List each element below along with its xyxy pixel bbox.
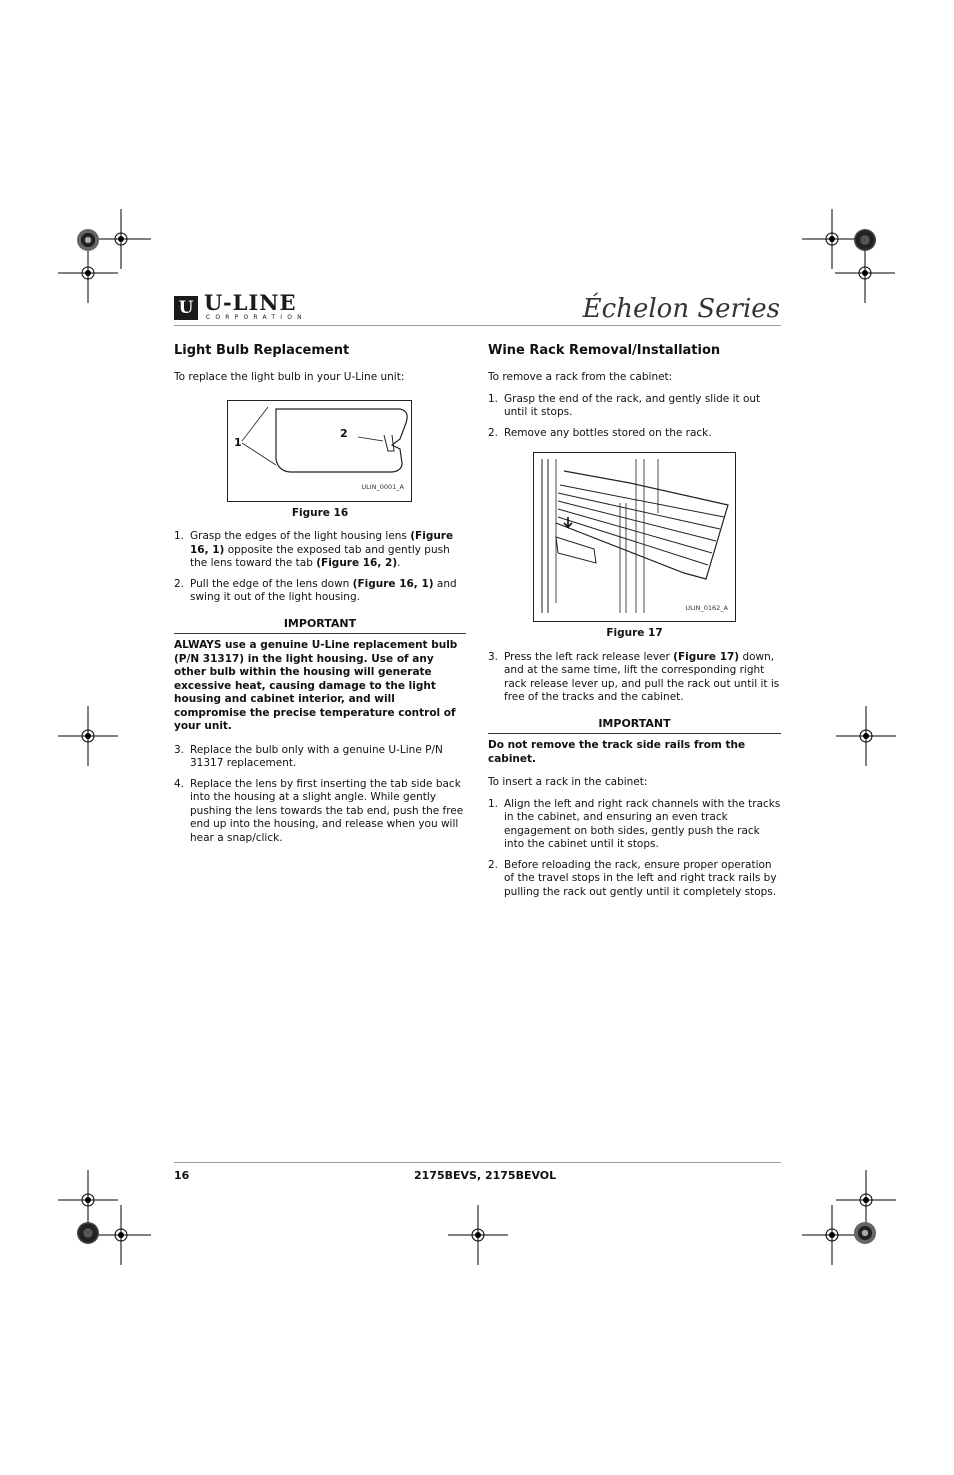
insert-intro: To insert a rack in the cabinet: <box>488 776 648 788</box>
list-item <box>488 798 781 852</box>
important-divider <box>174 633 466 634</box>
step-text: Align the left and right rack channels with the tracks in the cabinet, and ensuring an even track engagement on both sides, gently push the rack into the cabinet until it stops. <box>504 797 781 850</box>
step-text: Before reloading the rack, ensure proper operation of the travel stops in the left and right track rails by pulling the rack out gently until it completely stops. <box>504 858 777 898</box>
color-rosette-icon <box>854 229 876 251</box>
figure-caption: Figure 17 <box>606 627 663 639</box>
footer-divider <box>174 1162 781 1163</box>
logo-subtitle: CORPORATION <box>206 314 307 321</box>
important-warning: Do not remove the track side rails from the cabinet. <box>488 739 746 765</box>
step-text: Grasp the edges of the light housing lens <box>190 530 411 542</box>
figure-17 <box>533 452 736 622</box>
registration-mark-icon <box>448 1205 508 1265</box>
list-item <box>174 530 466 571</box>
color-rosette-icon <box>77 1222 99 1244</box>
registration-mark-icon <box>836 706 896 766</box>
step-text: Replace the bulb only with a genuine U-Line P/N 31317 replacement. <box>190 743 443 769</box>
list-item <box>174 778 466 846</box>
list-item <box>488 393 781 420</box>
color-rosette-icon <box>77 229 99 251</box>
wine-rack-illustration <box>534 453 735 621</box>
step-number: 2. <box>488 426 499 439</box>
figure-reference: (Figure 16, 2) <box>316 557 398 569</box>
figure-reference: (Figure 17) <box>673 650 740 663</box>
step-text: and swing it out of the light housing. <box>190 577 457 603</box>
important-heading: IMPORTANT <box>283 616 357 630</box>
right-column <box>488 343 781 907</box>
left-column <box>174 343 466 853</box>
section-heading-light-bulb: Light Bulb Replacement <box>174 343 350 358</box>
series-title: Échelon Series <box>582 294 780 324</box>
step-number: 1. <box>488 392 499 405</box>
figure-reference: (Figure 16, 1) <box>352 577 434 590</box>
step-number: 4. <box>174 777 185 790</box>
callout-1: 1 <box>234 435 242 449</box>
light-bulb-intro: To replace the light bulb in your U-Line unit: <box>174 371 405 383</box>
step-number: 2. <box>174 577 185 590</box>
important-warning: ALWAYS use a genuine U-Line replacement bulb (P/N 31317) in the light housing. Use of any other bulb within the housing will generate excessive heat, causing damage to the light housing and cabinet interior, and will compromise the precise temperature control of your unit. <box>174 639 458 732</box>
list-item <box>174 578 466 605</box>
step-number: 3. <box>174 743 185 756</box>
step-text: Grasp the end of the rack, and gently slide it out until it stops. <box>504 392 761 418</box>
rack-removal-steps-continued <box>488 651 781 705</box>
step-text: Remove any bottles stored on the rack. <box>504 426 712 439</box>
registration-mark-icon <box>836 1170 896 1230</box>
figure-16 <box>227 400 412 502</box>
wine-rack-intro: To remove a rack from the cabinet: <box>488 371 673 383</box>
step-number: 1. <box>488 797 499 810</box>
callout-2: 2 <box>340 426 348 440</box>
step-number: 2. <box>488 858 499 871</box>
rack-insert-steps <box>488 798 781 900</box>
header-divider <box>174 325 781 326</box>
figure-code: ULIN_0001_A <box>361 483 404 491</box>
list-item <box>174 744 466 771</box>
figure-code: ULIN_0162_A <box>685 603 728 612</box>
registration-mark-icon <box>835 243 895 303</box>
figure-reference: (Figure 16, 1) <box>190 530 454 556</box>
step-text: Pull the edge of the lens down <box>190 577 353 590</box>
list-item <box>488 651 781 705</box>
light-bulb-steps-continued <box>174 744 466 846</box>
list-item <box>488 427 781 441</box>
step-number: 3. <box>488 650 499 663</box>
important-divider <box>488 733 781 734</box>
registration-mark-icon <box>91 1205 151 1265</box>
step-number: 1. <box>174 530 185 542</box>
u-line-logo-icon: U <box>174 296 198 320</box>
model-numbers: 2175BEVS, 2175BEVOL <box>414 1169 557 1182</box>
figure-caption: Figure 16 <box>291 506 349 519</box>
step-text: opposite the exposed tab and gently push the lens toward the tab <box>190 543 450 569</box>
logo-name: U-LINE <box>204 290 297 315</box>
important-heading: IMPORTANT <box>598 716 671 730</box>
rack-removal-steps <box>488 393 781 441</box>
registration-mark-icon <box>58 243 118 303</box>
step-text: . <box>397 557 401 569</box>
step-text: Press the left rack release lever <box>504 650 674 663</box>
page-number: 16 <box>174 1169 190 1182</box>
step-text: Replace the lens by first inserting the tab side back into the housing at a slight angle. While gently pushing the lens towards the tab end, push the free end up into the housing, and release when you will hear a snap/click. <box>190 777 464 844</box>
step-text: down, and at the same time, lift the corresponding right rack release lever up, and pull the rack out until it is free of the tracks and the cabinet. <box>504 650 780 703</box>
registration-mark-icon <box>58 706 118 766</box>
section-heading-wine-rack: Wine Rack Removal/Installation <box>488 343 721 358</box>
color-rosette-icon <box>854 1222 876 1244</box>
light-bulb-steps <box>174 530 466 605</box>
list-item <box>488 859 781 900</box>
